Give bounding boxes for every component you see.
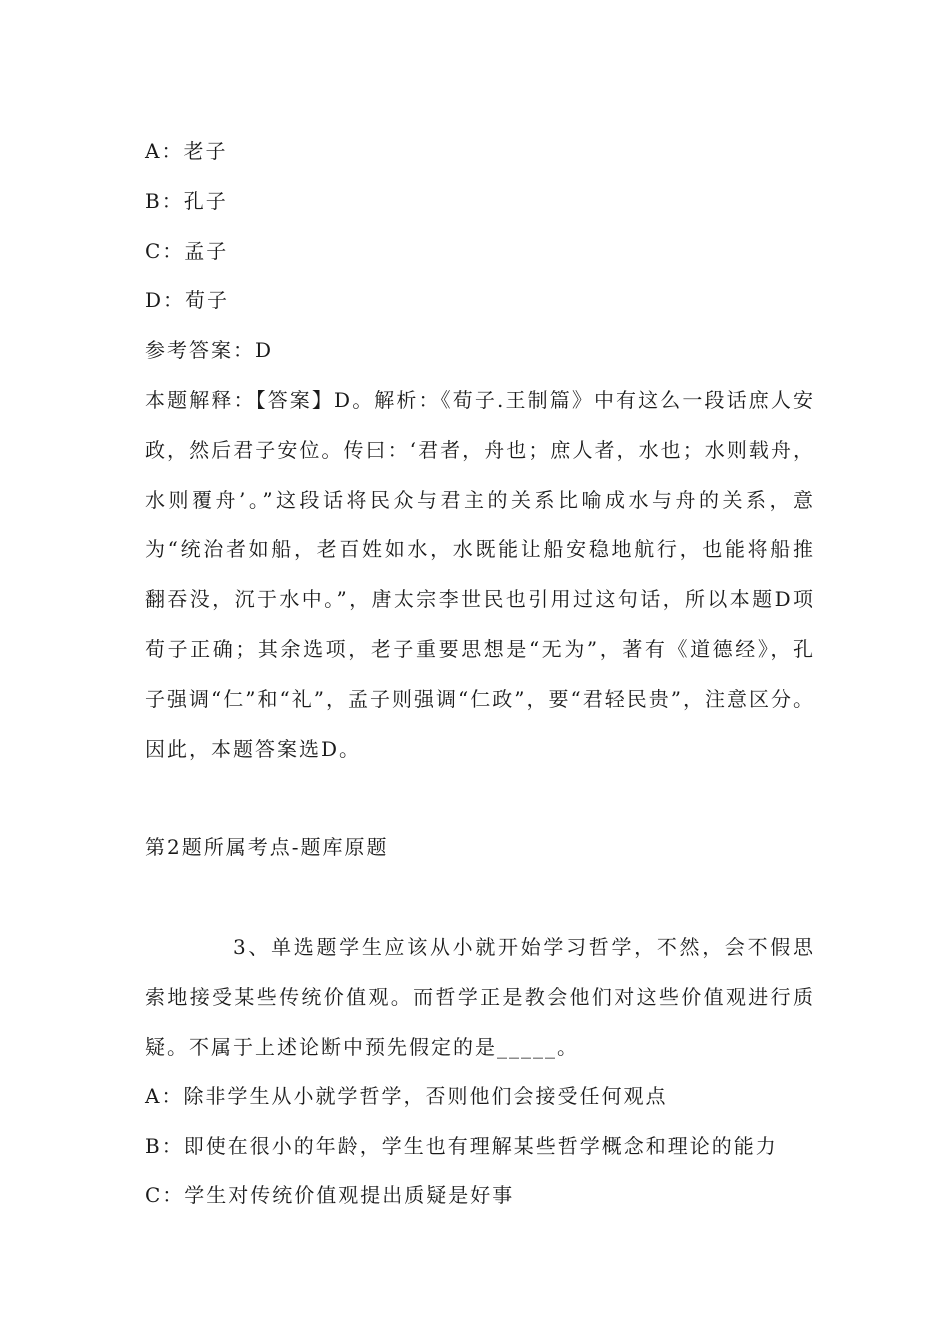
q2-explanation: 本题解释：【答案】D。解析：《荀子.王制篇》中有这么一段话庶人安政，然后君子安位。传曰：‘君者，舟也；庶人者，水也；水则载舟，水则覆舟’。”这段话将民众与君主的关系比喻成水与舟的关系，意为“统治者如船，老百姓如水，水既能让船安稳地航行，也能将船推翻吞没，沉于水中。”，唐太宗李世民也引用过这句话，所以本题D项荀子正确；其余选项，老子重要思想是“无为”，著有《道德经》，孔子强调“仁”和“礼”，孟子则强调“仁政”，要“君轻民贵”，注意区分。因此，本题答案选D。 — [145, 388, 815, 761]
q2-reference-answer: 参考答案：D — [145, 338, 274, 362]
q2-option-a: A：老子 — [145, 139, 228, 163]
q3-option-a: A：除非学生从小就学哲学，否则他们会接受任何观点 — [145, 1084, 668, 1108]
q3-stem: 3、单选题学生应该从小就开始学习哲学，不然，会不假思索地接受某些传统价值观。而哲学正是教会他们对这些价值观进行质疑。不属于上述论断中预先假定的是_____。 — [145, 935, 815, 1059]
q3-option-b: B：即使在很小的年龄，学生也有理解某些哲学概念和理论的能力 — [145, 1134, 778, 1158]
q2-topic: 第2题所属考点-题库原题 — [145, 835, 389, 859]
q3-option-c: C：学生对传统价值观提出质疑是好事 — [145, 1183, 515, 1207]
q2-option-b: B：孔子 — [145, 189, 228, 213]
q2-option-c: C：孟子 — [145, 239, 229, 263]
q2-option-d: D：荀子 — [145, 288, 230, 312]
